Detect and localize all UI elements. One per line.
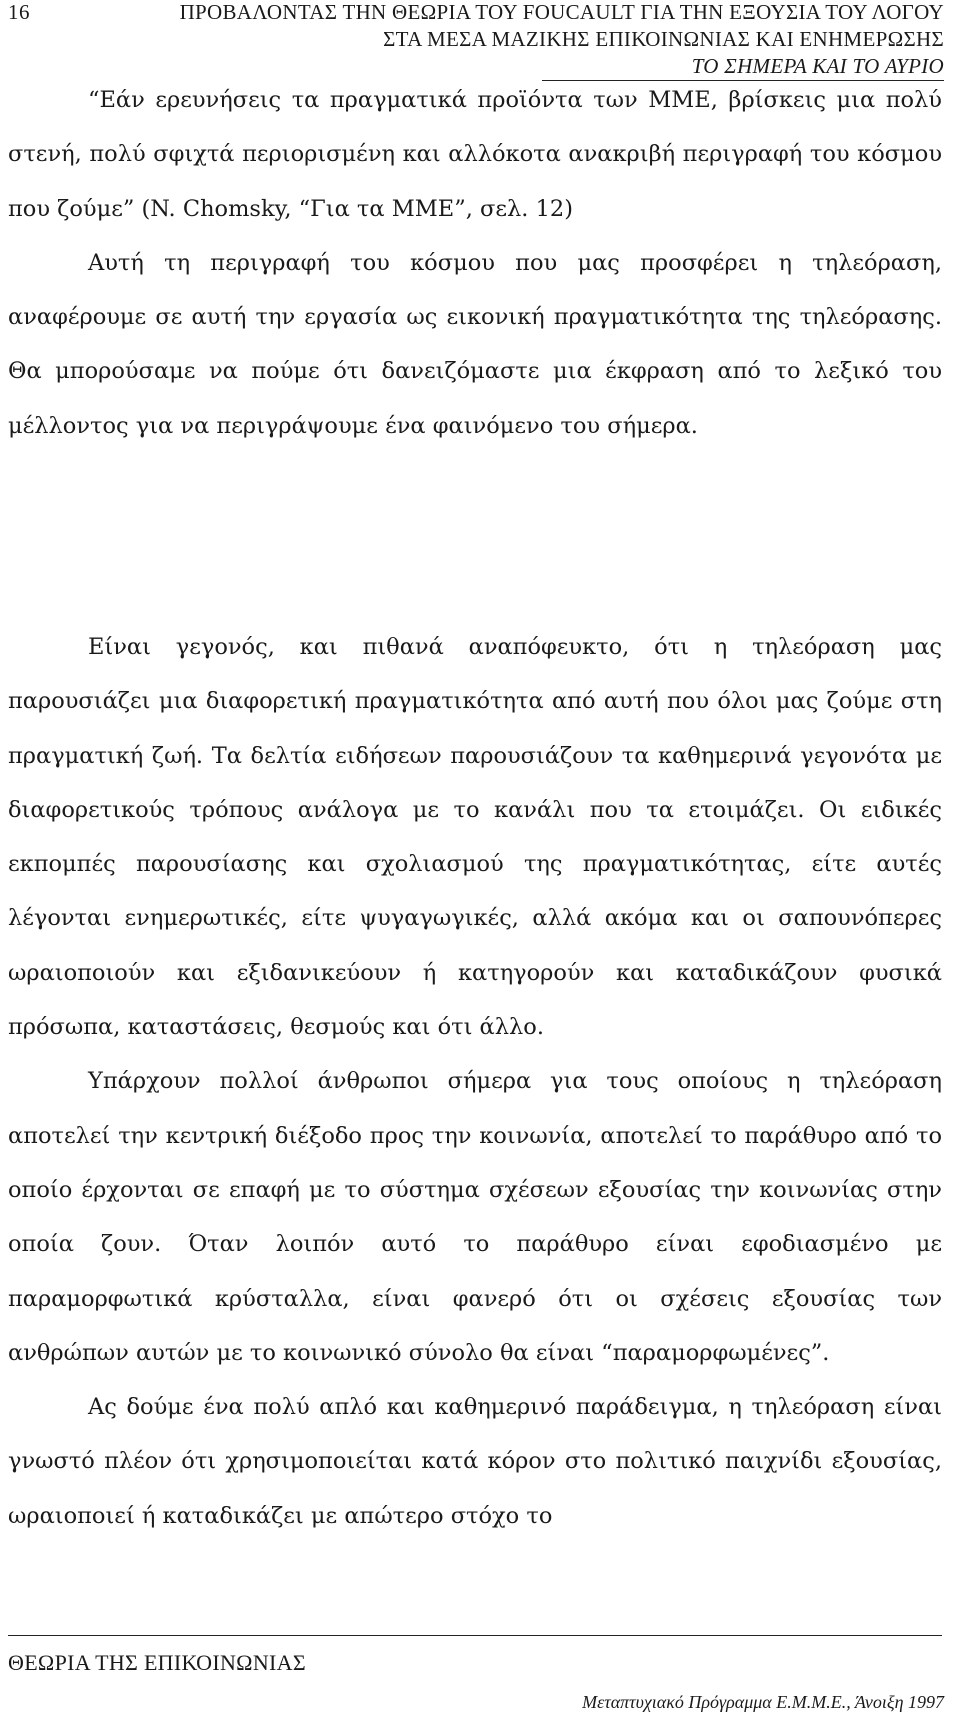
body-paragraph-4: Ας δούμε ένα πολύ απλό και καθημερινό παράδειγμα, η τηλεόραση είναι γνωστό πλέον ότι χρησιμοποιείται κατά κόρον στο πολιτικό παιχνίδι εξουσίας, ωραιοποιεί ή καταδικάζει με απώτερο στόχο το: [8, 1394, 942, 1529]
main-text: [8, 620, 942, 1543]
header-title-line-3: ΤΟ ΣΗΜΕΡΑ ΚΑΙ ΤΟ ΑΥΡΙΟ: [542, 54, 944, 81]
body-paragraph-3: Υπάρχουν πολλοί άνθρωποι σήμερα για τους οποίους η τηλεόραση αποτελεί την κεντρική διέξοδο προς την κοινωνία, αποτελεί το παράθυρο από το οποίο έρχονται σε επαφή με το σύστημα σχέσεων εξουσίας την κοινωνίας στην οποία ζουν. Όταν λοιπόν αυτό το παράθυρο είναι εφοδιασμένο με παραμορφωτικά κρύσταλλα, είναι φανερό ότι οι σχέσεις εξουσίας των ανθρώπων αυτών με το κοινωνικό σύνολο θα είναι “παραμορφωμένες”.: [8, 1068, 942, 1366]
quote-block: [8, 73, 942, 453]
body-paragraph-1: Αυτή τη περιγραφή του κόσμου που μας προσφέρει η τηλεόραση, αναφέρουμε σε αυτή την εργασία ως εικονική πραγματικότητα της τηλεόρασης. Θα μπορούσαμε να πούμε ότι δανειζόμαστε μια έκφραση από το λεξικό του μέλλοντος για να περιγράψουμε ένα φαινόμενο του σήμερα.: [8, 249, 942, 439]
header-title-line-2: ΣΤΑ ΜΕΣΑ ΜΑΖΙΚΗΣ ΕΠΙΚΟΙΝΩΝΙΑΣ ΚΑΙ ΕΝΗΜΕΡΩΣΗΣ: [383, 27, 944, 51]
page-number: 16: [8, 0, 30, 24]
footer-divider: [8, 1635, 942, 1636]
footer-program-info: Μεταπτυχιακό Πρόγραμμα Ε.Μ.Μ.Ε., Άνοιξη 1997: [582, 1692, 944, 1712]
header-title-line-1: ΠΡΟΒΑΛΟΝΤΑΣ ΤΗΝ ΘΕΩΡΙΑ ΤΟΥ FOUCAULT ΓΙΑ ΤΗΝ ΕΞΟΥΣΙΑ ΤΟΥ ΛΟΓΟΥ: [179, 0, 944, 24]
footer-course-title: ΘΕΩΡΙΑ ΤΗΣ ΕΠΙΚΟΙΝΩΝΙΑΣ: [8, 1650, 306, 1675]
body-paragraph-2: Είναι γεγονός, και πιθανά αναπόφευκτο, ότι η τηλεόραση μας παρουσιάζει μια διαφορετική πραγματικότητα από αυτή που όλοι μας ζούμε στη πραγματική ζωή. Τα δελτία ειδήσεων παρουσιάζουν τα καθημερινά γεγονότα με διαφορετικούς τρόπους ανάλογα με το κανάλι που τα ετοιμάζει. Οι ειδικές εκπομπές παρουσίασης και σχολιασμού της πραγματικότητας, είτε αυτές λέγονται ενημερωτικές, είτε ψυγαγωγικές, αλλά ακόμα και οι σαπουνόπερες ωραιοποιούν και εξιδανικεύουν ή κατηγορούν και καταδικάζουν φυσικά πρόσωπα, καταστάσεις, θεσμούς και ότι άλλο.: [8, 634, 942, 1041]
quote-paragraph: “Εάν ερευνήσεις τα πραγματικά προϊόντα των ΜΜΕ, βρίσκεις μια πολύ στενή, πολύ σφιχτά περιορισμένη και αλλόκοτα ανακριβή περιγραφή του κόσμου που ζούμε” (N. Chomsky, “Για τα ΜΜΕ”, σελ. 12): [8, 87, 942, 222]
page-header: [0, 0, 960, 84]
